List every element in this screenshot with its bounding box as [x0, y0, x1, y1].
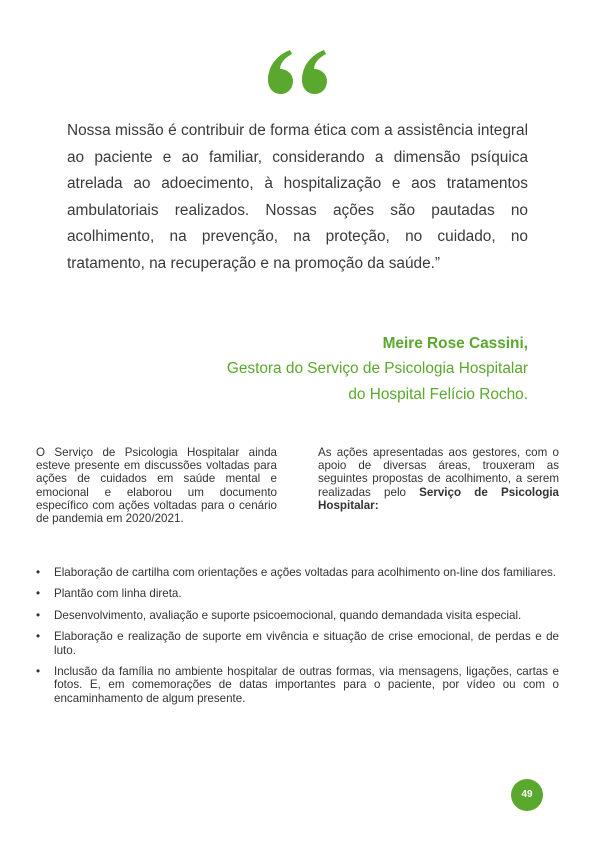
- list-item: [36, 566, 559, 579]
- list-item: [36, 665, 559, 705]
- page-number: 49: [511, 779, 543, 811]
- bullet-icon: •: [36, 608, 41, 622]
- mission-quote: Nossa missão é contribuir de forma ética com a assistência integral ao paciente e ao familiar, considerando a dimensão psíquica atrelada ao adoecimento, à hospitalização e aos tratamentos ambulatoriais realizados. Nossas ações são pautadas no acolhimento, na prevenção, na proteção, no cuidado, no tratamento, na recuperação e na promoção da saúde.”: [67, 122, 528, 272]
- list-item-text: Plantão com linha direta.: [54, 587, 182, 601]
- bullet-icon: •: [36, 665, 41, 679]
- list-item-text: Desenvolvimento, avaliação e suporte psicoemocional, quando demandada visita especial.: [54, 608, 522, 622]
- bullet-icon: •: [36, 566, 41, 579]
- bullet-icon: •: [36, 587, 41, 601]
- right-column-paragraph: [318, 446, 559, 512]
- quote-open-icon: [268, 50, 328, 94]
- signature-role: Gestora do Serviço de Psicologia Hospitalar: [226, 360, 528, 377]
- bullet-icon: •: [36, 630, 41, 644]
- list-item-text: Inclusão da família no ambiente hospitalar de outras formas, via mensagens, ligações, cartas e fotos. E, em comemorações de datas importantes para o paciente, por vídeo ou com o encaminhamento de algum presente.: [54, 665, 559, 705]
- right-column-bold: Serviço de Psicologia Hospitalar:: [318, 485, 559, 512]
- signature-institution: do Hospital Felício Rocho.: [348, 386, 528, 403]
- list-item-text: Elaboração de cartilha com orientações e ações voltadas para acolhimento on-line dos familiares.: [54, 566, 557, 579]
- list-item: [36, 587, 559, 600]
- list-item: [36, 609, 559, 622]
- list-item-text: Elaboração e realização de suporte em vivência e situação de crise emocional, de perdas e de luto.: [54, 630, 559, 657]
- list-item: [36, 630, 559, 657]
- signature-name: Meire Rose Cassini,: [382, 335, 528, 352]
- right-column-text: As ações apresentadas aos gestores, com o apoio de diversas áreas, trouxeram as seguintes propostas de acolhimento, a serem realizadas pelo: [318, 446, 559, 499]
- actions-list: [36, 566, 559, 713]
- left-column-paragraph: O Serviço de Psicologia Hospitalar ainda esteve presente em discussões voltadas para ações de cuidados em saúde mental e emocional e elaborou um documento específico com ações voltadas para o cenário de pandemia em 2020/2021.: [36, 446, 277, 526]
